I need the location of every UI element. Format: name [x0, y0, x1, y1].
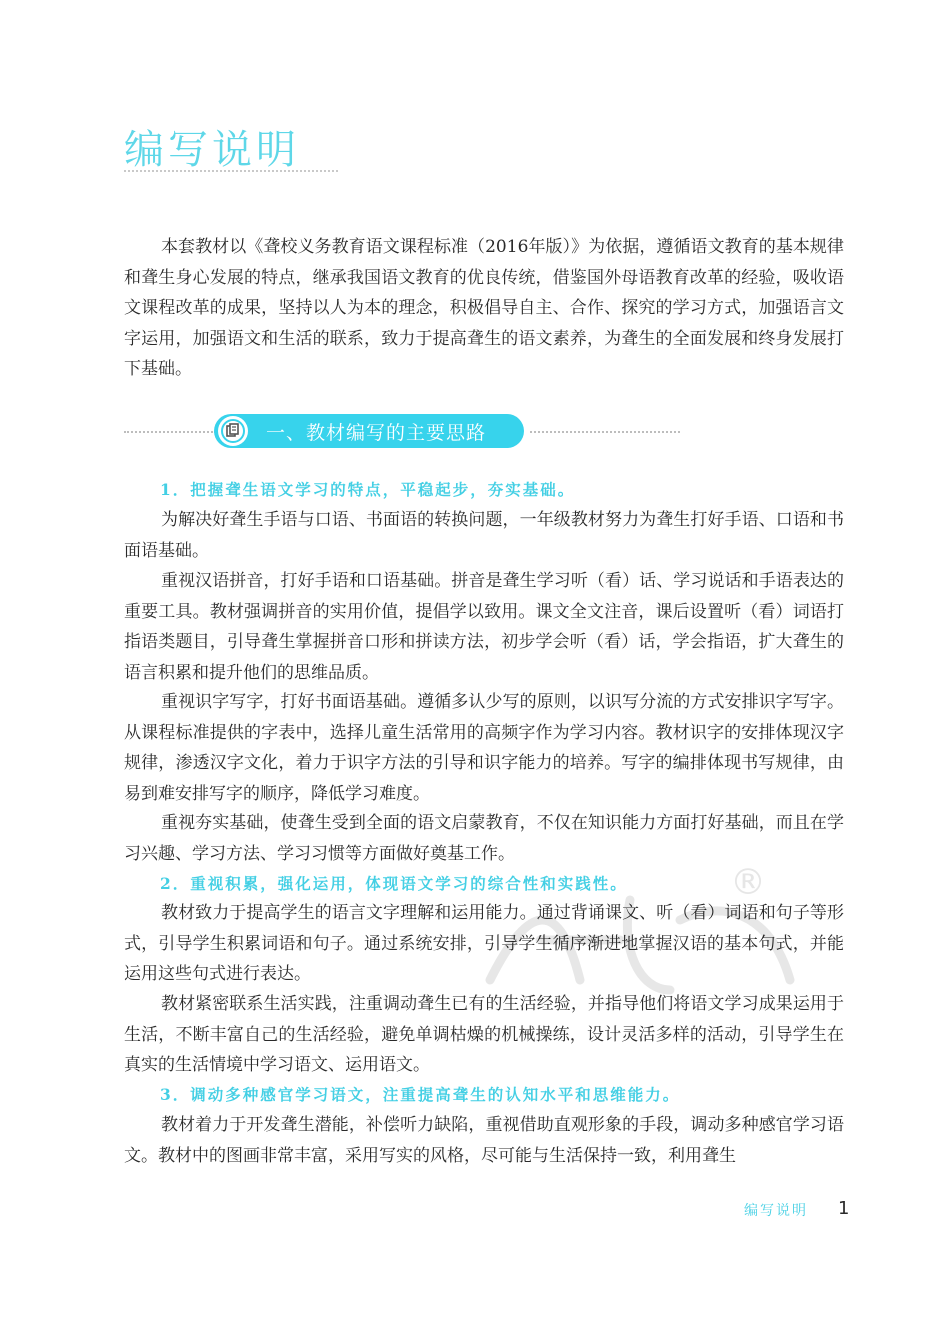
registered-mark: ®	[730, 862, 766, 903]
paragraph: 重视夯实基础，使聋生受到全面的语文启蒙教育，不仅在知识能力方面打好基础，而且在学习兴趣、学习方法、学习习惯等方面做好奠基工作。	[124, 813, 844, 864]
section-title: 一、教材编写的主要思路	[266, 422, 487, 444]
paragraph: 重视汉语拼音，打好手语和口语基础。拼音是聋生学习听（看）话、学习说话和手语表达的重要工具。教材强调拼音的实用价值，提倡学以致用。课文全文注音，课后设置听（看）词语打指语类题目，引导聋生掌握拼音口形和拼读方法，初步学会听（看）话，学会指语，扩大聋生的语言积累和提升他们的思维品质。	[124, 571, 844, 683]
point-heading-3: 3．调动多种感官学习语文，注重提高聋生的认知水平和思维能力。	[160, 1085, 681, 1104]
section-header	[124, 414, 684, 450]
intro-paragraph: 本套教材以《聋校义务教育语文课程标准（2016年版）》为依据，遵循语文教育的基本规律和聋生身心发展的特点，继承我国语文教育的优良传统，借鉴国外母语教育改革的经验，吸收语文课程改革的成果，坚持以人为本的理念，积极倡导自主、合作、探究的学习方式，加强语言文字运用，加强语文和生活的联系，致力于提高聋生的语文素养，为聋生的全面发展和终身发展打下基础。	[124, 237, 844, 379]
point-heading-1: 1．把握聋生语文学习的特点，平稳起步，夯实基础。	[160, 480, 576, 499]
book-icon	[218, 416, 248, 446]
title-divider	[124, 170, 338, 172]
paragraph: 教材紧密联系生活实践，注重调动聋生已有的生活经验，并指导他们将语文学习成果运用于生活，不断丰富自己的生活经验，避免单调枯燥的机械操练，设计灵活多样的活动，引导学生在真实的生活情境中学习语文、运用语文。	[124, 994, 844, 1075]
paragraph: 为解决好聋生手语与口语、书面语的转换问题，一年级教材努力为聋生打好手语、口语和书面语基础。	[124, 510, 844, 561]
page-title: 编写说明	[124, 127, 300, 173]
paragraph: 教材着力于开发聋生潜能，补偿听力缺陷，重视借助直观形象的手段，调动多种感官学习语文。教材中的图画非常丰富，采用写实的风格，尽可能与生活保持一致，利用聋生	[124, 1115, 844, 1166]
paragraph: 重视识字写字，打好书面语基础。遵循多认少写的原则，以识写分流的方式安排识字写字。从课程标准提供的字表中，选择儿童生活常用的高频字作为学习内容。教材识字的安排体现汉字规律，渗透汉字文化，着力于识字方法的引导和识字能力的培养。写字的编排体现书写规律，由易到难安排写字的顺序，降低学习难度。	[124, 692, 844, 804]
point-heading-2: 2．重视积累，强化运用，体现语文学习的综合性和实践性。	[160, 874, 628, 893]
running-footer: 编写说明	[744, 1203, 808, 1219]
page-number: 1	[838, 1198, 850, 1219]
section-banner	[214, 414, 524, 448]
section-divider-right	[530, 431, 680, 433]
section-divider-left	[124, 431, 216, 433]
paragraph: 教材致力于提高学生的语言文字理解和运用能力。通过背诵课文、听（看）词语和句子等形式，引导学生积累词语和句子。通过系统安排，引导学生循序渐进地掌握汉语的基本句式，并能运用这些句式进行表达。	[124, 903, 844, 984]
